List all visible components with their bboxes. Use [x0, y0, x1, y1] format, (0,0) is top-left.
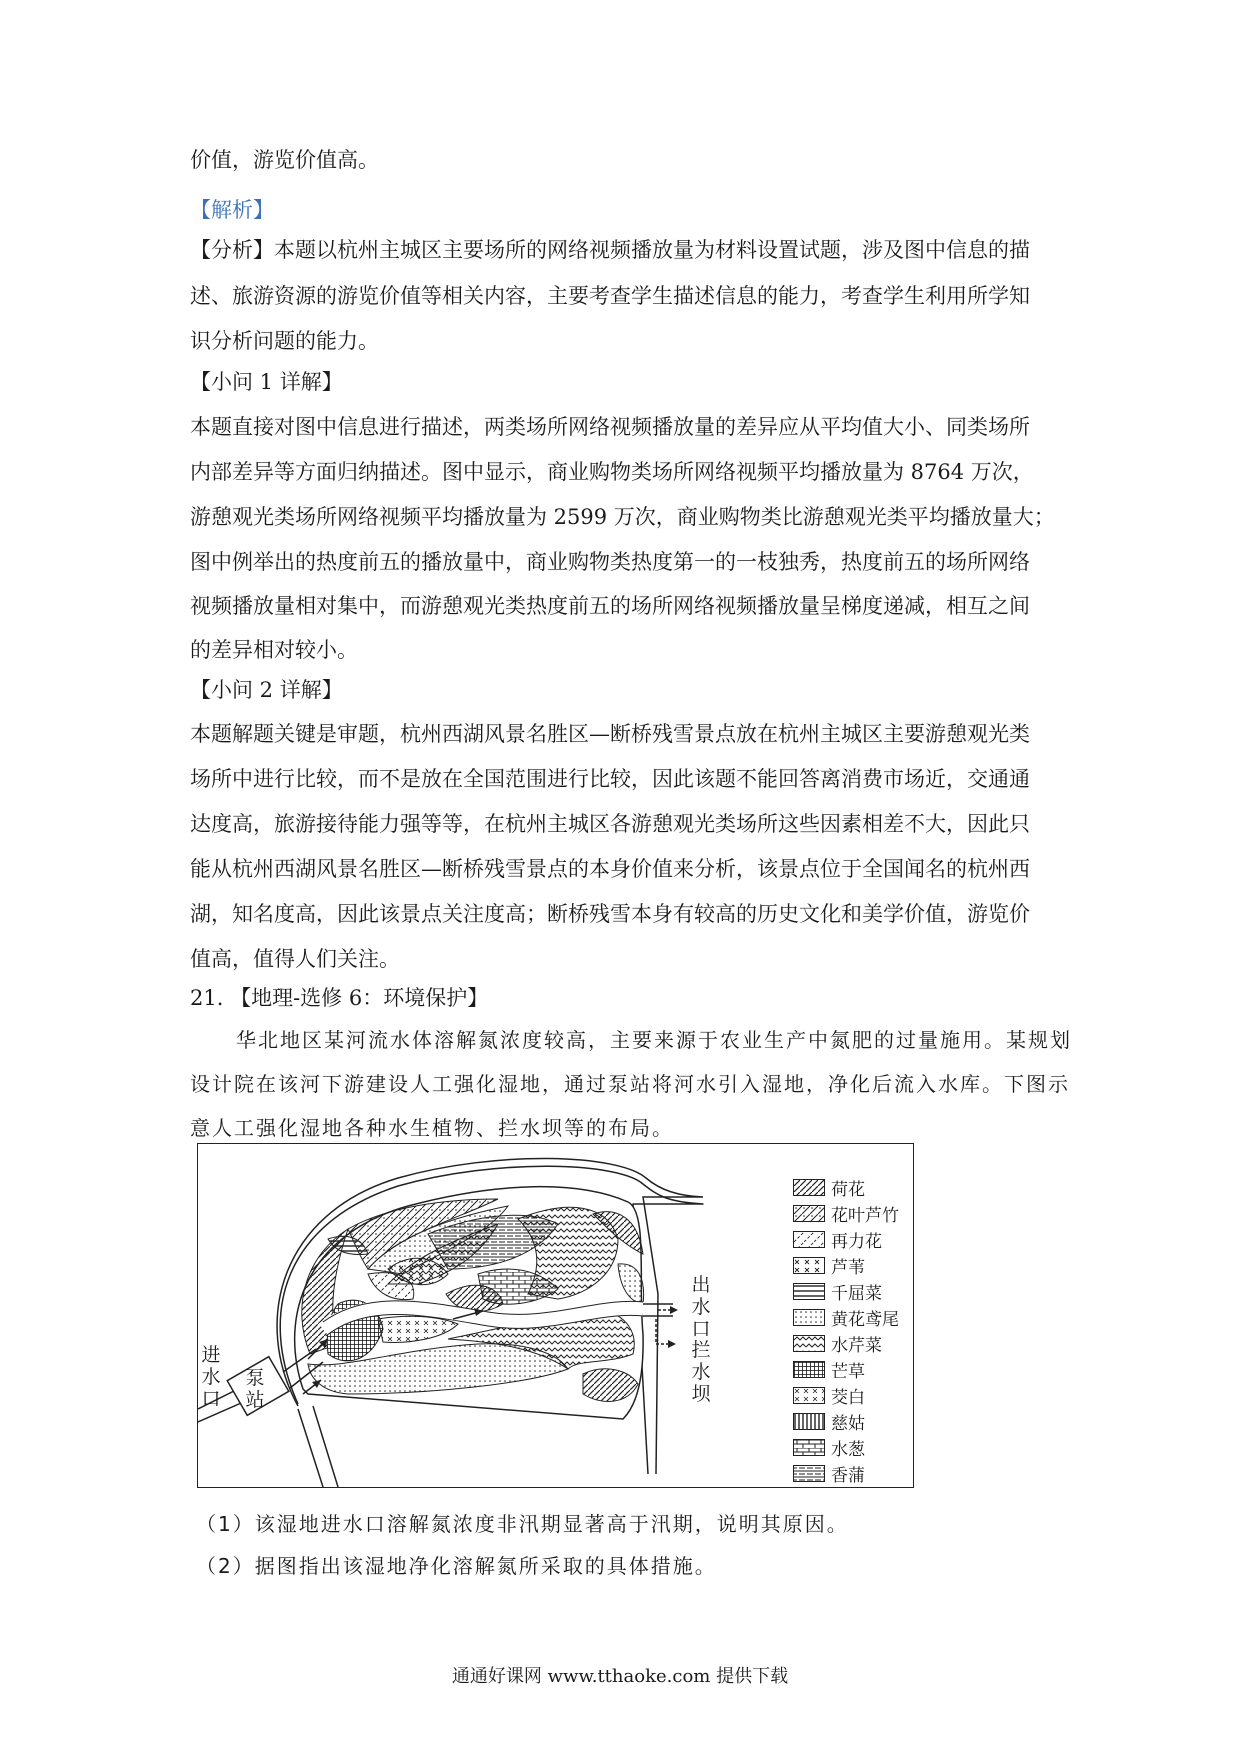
text-line: 达度高，旅游接待能力强等等，在杭州主城区各游憩观光类场所这些因素相差不大，因此只	[190, 812, 1030, 836]
legend-item-huaye	[793, 1200, 908, 1226]
text-line: 的差异相对较小。	[190, 638, 358, 662]
legend-label: 荷花	[831, 1179, 865, 1200]
legend-item-hehua	[793, 1174, 908, 1200]
outlet-arrow-head	[670, 1306, 678, 1314]
legend-label: 花叶芦竹	[831, 1205, 899, 1226]
legend-label: 千屈菜	[831, 1283, 882, 1304]
inlet-label: 进水口	[201, 1344, 221, 1410]
pump-label: 泵站	[245, 1367, 265, 1411]
dam-arrow-head	[668, 1340, 676, 1348]
text-line: 识分析问题的能力。	[190, 329, 379, 353]
legend	[793, 1174, 908, 1486]
text-line: 视频播放量相对集中，而游憩观光类热度前五的场所网络视频播放量呈梯度递减，相互之间	[190, 594, 1030, 618]
text-line: 游憩观光类场所网络视频平均播放量为 2599 万次，商业购物类比游憩观光类平均播放量大；	[190, 505, 1055, 529]
legend-label: 水芹菜	[831, 1335, 882, 1356]
legend-label: 香蒲	[831, 1465, 865, 1486]
legend-item-huanghua	[793, 1304, 908, 1330]
wetland-figure	[197, 1143, 914, 1488]
text-line: 能从杭州西湖风景名胜区—断桥残雪景点的本身价值来分析，该景点位于全国闻名的杭州西	[190, 857, 1030, 881]
section-heading: 【小问 1 详解】	[190, 370, 343, 394]
legend-item-cigu	[793, 1408, 908, 1434]
question-heading: 21. 【地理-选修 6：环境保护】	[190, 986, 489, 1010]
text-line: 【分析】本题以杭州主城区主要场所的网络视频播放量为材料设置试题，涉及图中信息的描	[190, 238, 1030, 262]
dam-line	[656, 1319, 673, 1344]
section-heading: 【小问 2 详解】	[190, 678, 343, 702]
text-line: 意人工强化湿地各种水生植物、拦水坝等的布局。	[190, 1116, 674, 1140]
access-road	[298, 1406, 338, 1487]
dam-label: 拦水坝	[691, 1339, 711, 1405]
text-line: 华北地区某河流水体溶解氮浓度较高，主要来源于农业生产中氮肥的过量施用。某规划	[236, 1028, 1072, 1052]
legend-item-qianqu	[793, 1278, 908, 1304]
legend-item-shuicong	[793, 1434, 908, 1460]
text-line: 价值，游览价值高。	[190, 148, 379, 172]
text-line: 本题直接对图中信息进行描述，两类场所网络视频播放量的差异应从平均值大小、同类场所	[190, 415, 1030, 439]
legend-item-shuiqin	[793, 1330, 908, 1356]
legend-item-jiaobai	[793, 1382, 908, 1408]
legend-item-mangcao	[793, 1356, 908, 1382]
legend-label: 水葱	[831, 1439, 865, 1460]
text-line: 述、旅游资源的游览价值等相关内容，主要考查学生描述信息的能力，考查学生利用所学知	[190, 284, 1030, 308]
text-line: 本题解题关键是审题，杭州西湖风景名胜区—断桥残雪景点放在杭州主城区主要游憩观光类	[190, 722, 1030, 746]
text-line: 湖，知名度高，因此该景点关注度高；断桥残雪本身有较高的历史文化和美学价值，游览价	[190, 902, 1030, 926]
text-line: 设计院在该河下游建设人工强化湿地，通过泵站将河水引入湿地，净化后流入水库。下图示	[190, 1072, 1070, 1096]
question-2: （2）据图指出该湿地净化溶解氮所采取的具体措施。	[196, 1554, 717, 1578]
page-footer: 通通好课网 www.tthaoke.com 提供下载	[451, 1666, 789, 1687]
outlet-label: 出水口	[691, 1274, 711, 1340]
legend-label: 慈姑	[831, 1413, 865, 1434]
legend-item-zaili	[793, 1226, 908, 1252]
legend-label: 茭白	[831, 1387, 865, 1408]
legend-item-luwei	[793, 1252, 908, 1278]
question-1: （1）该湿地进水口溶解氮浓度非汛期显著高于汛期，说明其原因。	[196, 1512, 849, 1536]
text-line: 场所中进行比较，而不是放在全国范围进行比较，因此该题不能回答离消费市场近，交通通	[190, 767, 1030, 791]
legend-label: 再力花	[831, 1231, 882, 1252]
text-line: 图中例举出的热度前五的播放量中，商业购物类热度第一的一枝独秀，热度前五的场所网络	[190, 550, 1030, 574]
text-line: 内部差异等方面归纳描述。图中显示，商业购物类场所网络视频平均播放量为 8764 万次，	[190, 460, 1034, 484]
legend-label: 黄花鸢尾	[831, 1309, 899, 1330]
legend-item-xiangpu	[793, 1460, 908, 1486]
text-line: 值高，值得人们关注。	[190, 947, 400, 971]
section-heading-jiexi: 【解析】	[190, 198, 274, 222]
legend-label: 芦苇	[831, 1257, 865, 1278]
legend-label: 芒草	[831, 1361, 865, 1382]
